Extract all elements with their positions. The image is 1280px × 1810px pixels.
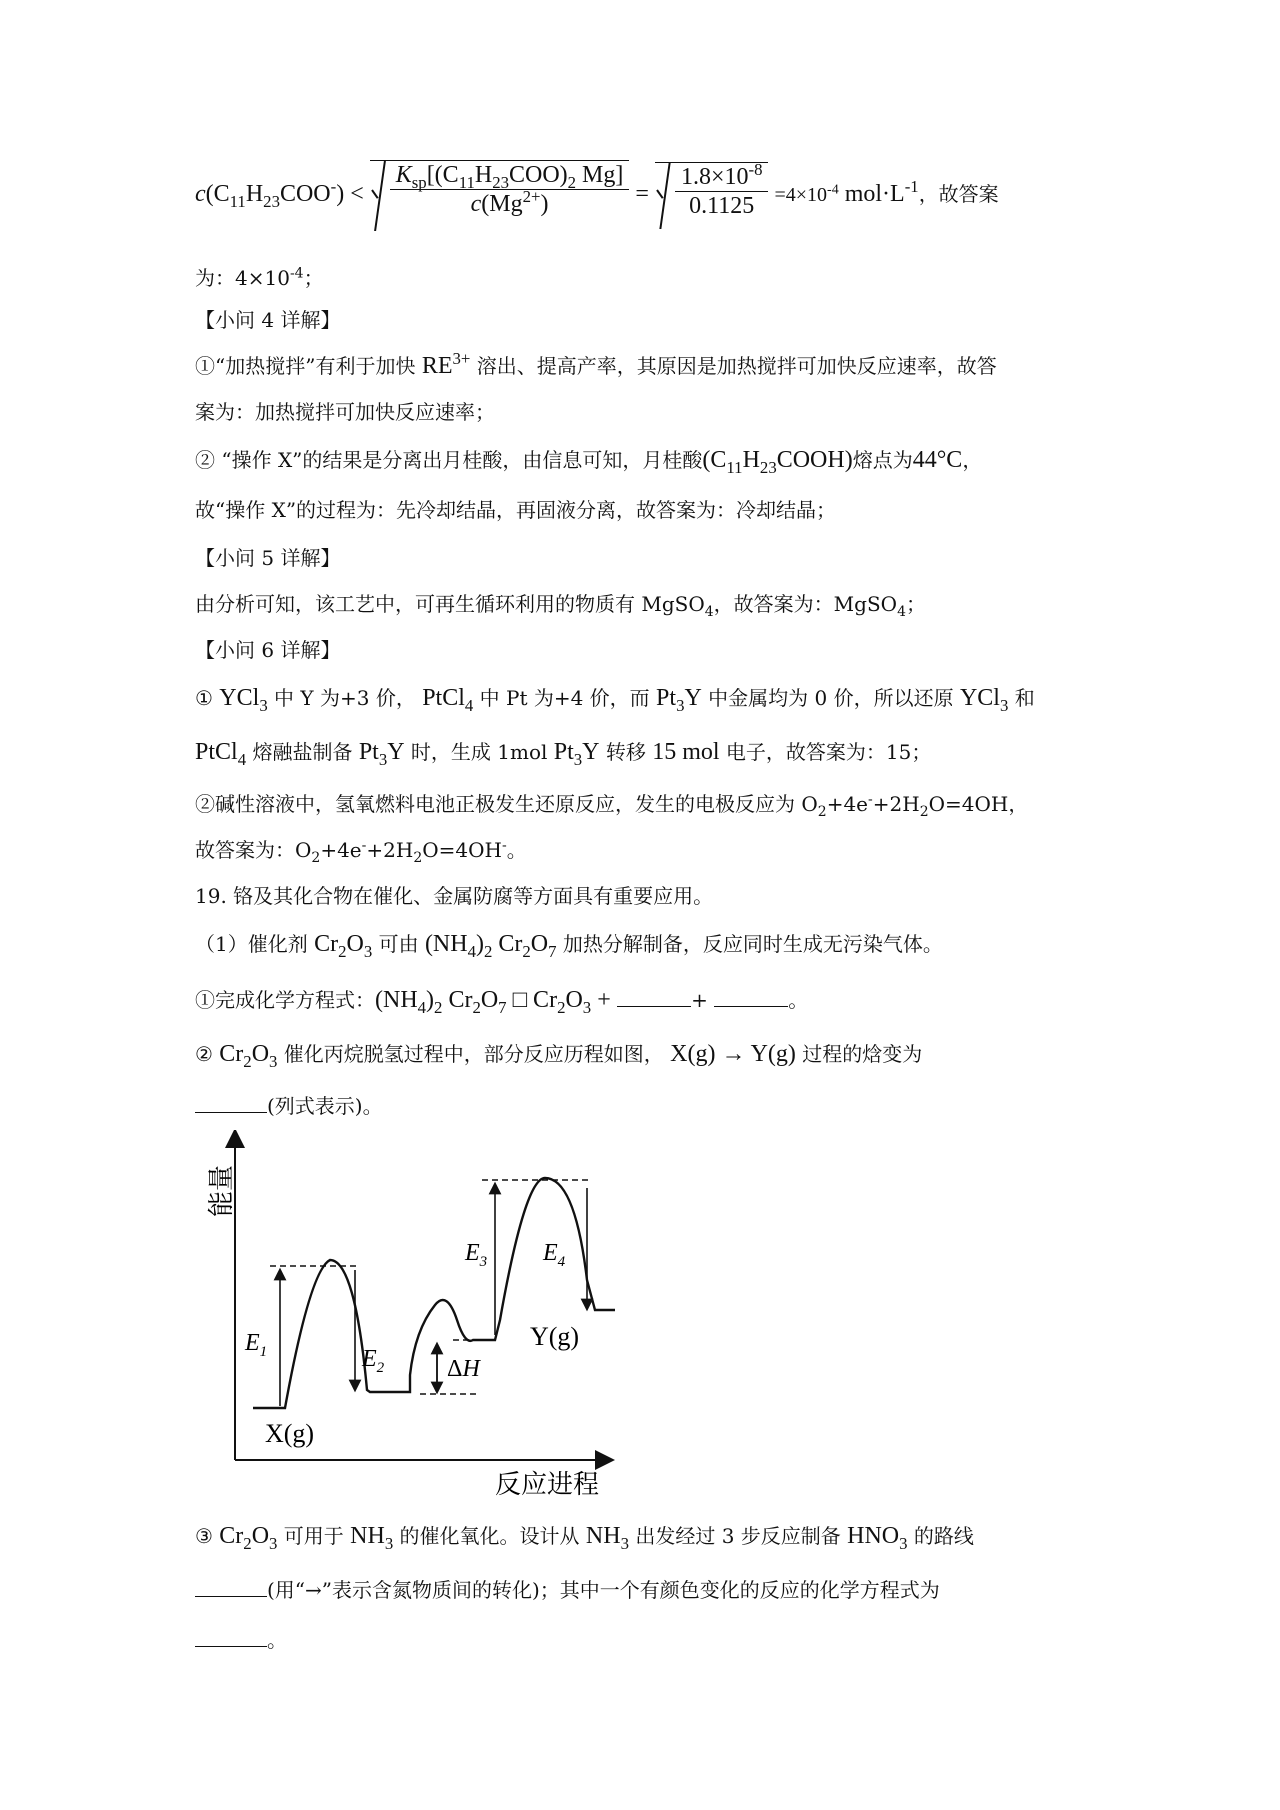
ksp-equation-line: $c(C_{11}H_{23}COO^-)$ < $\frac{K_{sp}[(C_{11}H_{23}COO)_2 Mg]}{c(Mg^{2+})}$ = $\frac{1.8\times 10^{-8}}{0.1125}$ $=4\times 10^{-4}$ $mol\cdot L^{-1}$，故答案 — [195, 160, 999, 231]
e3-label: $E_3$ — [465, 1240, 488, 1270]
q4-line-1: ①“加热搅拌”有利于加快 $RE^{3+}$ 溶出、提高产率，其原因是加热搅拌可加快反应速率，故答 — [195, 349, 997, 379]
end-state-label: Y(g) — [530, 1322, 580, 1351]
q19-title: 19. 铬及其化合物在催化、金属防腐等方面具有重要应用。 — [195, 884, 714, 908]
e1-label: $E_1$ — [245, 1330, 268, 1360]
reaction-curve — [253, 1178, 615, 1408]
q19-part-1c: ③ $Cr_2O_3$ 可用于 $NH_3$ 的催化氧化。设计从 $NH_3$ 出发经过 3 步反应制备 $HNO_3$ 的路线 — [195, 1523, 974, 1553]
q4-line-3: ② “操作 X”的结果是分离出月桂酸，由信息可知，月桂酸$(C_{11}H_{23}COOH)$熔点为44°C， — [195, 447, 983, 477]
q19-part-1: （1）催化剂 $Cr_2O_3$ 可由 $(NH_4)_2$ $Cr_2O_7$ 加热分解制备，反应同时生成无污染气体。 — [195, 931, 943, 961]
start-state-label: X(g) — [265, 1419, 315, 1448]
e4-label: $E_4$ — [543, 1240, 566, 1270]
q5-line-1: 由分析可知，该工艺中，可再生循环利用的物质有 MgSO$_4$，故答案为：MgSO$_4$； — [195, 592, 926, 620]
q6-line-4: 故答案为：$O_2+4e^-+2H_2O=4OH^-$。 — [195, 837, 527, 866]
energy-profile-diagram — [195, 1130, 615, 1500]
sqrt-ksp: $\frac{K_{sp}[(C_{11}H_{23}COO)_2 Mg]}{c(Mg^{2+})}$ — [370, 160, 630, 231]
q4-line-2: 案为：加热搅拌可加快反应速率； — [195, 400, 495, 424]
ksp-tail: ，故答案 — [918, 184, 999, 207]
sqrt-numeric: $\frac{1.8\times 10^{-8}}{0.1125}$ — [655, 162, 769, 229]
concentration-symbol: c — [195, 181, 206, 208]
q19-part-1b: ② $Cr_2O_3$ 催化丙烷脱氢过程中，部分反应历程如图， X(g) → Y(g) 过程的焓变为 — [195, 1041, 923, 1071]
e2-label: $E_2$ — [362, 1346, 385, 1376]
q6-header: 【小问 6 详解】 — [195, 638, 341, 662]
q19-part-1c3: 。 — [195, 1626, 287, 1654]
q6-line-1: ① YCl$_3$ 中 Y 为+3 价， PtCl$_4$ 中 Pt 为+4 价，而 $Pt_3Y$ 中金属均为 0 价，所以还原 YCl$_3$ 和 — [195, 685, 1035, 715]
q19-part-1a: ①完成化学方程式：$(NH_4)_2$ $Cr_2O_7$ □ $Cr_2O_3$ + + 。 — [195, 987, 809, 1017]
q6-line-2: PtCl$_4$ 熔融盐制备 $Pt_3Y$ 时，生成 1mol $Pt_3Y$ 转移 15 mol 电子，故答案为：15； — [195, 739, 932, 769]
delta-h-label: ΔH — [447, 1356, 480, 1382]
q5-header: 【小问 5 详解】 — [195, 546, 341, 570]
q4-line-4: 故“操作 X”的过程为：先冷却结晶，再固液分离，故答案为：冷却结晶； — [195, 498, 837, 522]
q6-line-3: ②碱性溶液中，氢氧燃料电池正极发生还原反应，发生的电极反应为 $O_2+4e^-+2H_2O=4OH$， — [195, 791, 1029, 820]
q19-part-1b2: (列式表示)。 — [195, 1092, 383, 1120]
answer-ksp: 为：$4\times 10^{-4}$； — [195, 265, 324, 290]
y-axis-label: 能量 — [207, 1164, 237, 1217]
q19-part-1c2: (用“→”表示含氮物质间的转化)；其中一个有颜色变化的反应的化学方程式为 — [195, 1576, 940, 1604]
q4-header: 【小问 4 详解】 — [195, 308, 341, 332]
x-axis-label: 反应进程 — [495, 1470, 600, 1500]
